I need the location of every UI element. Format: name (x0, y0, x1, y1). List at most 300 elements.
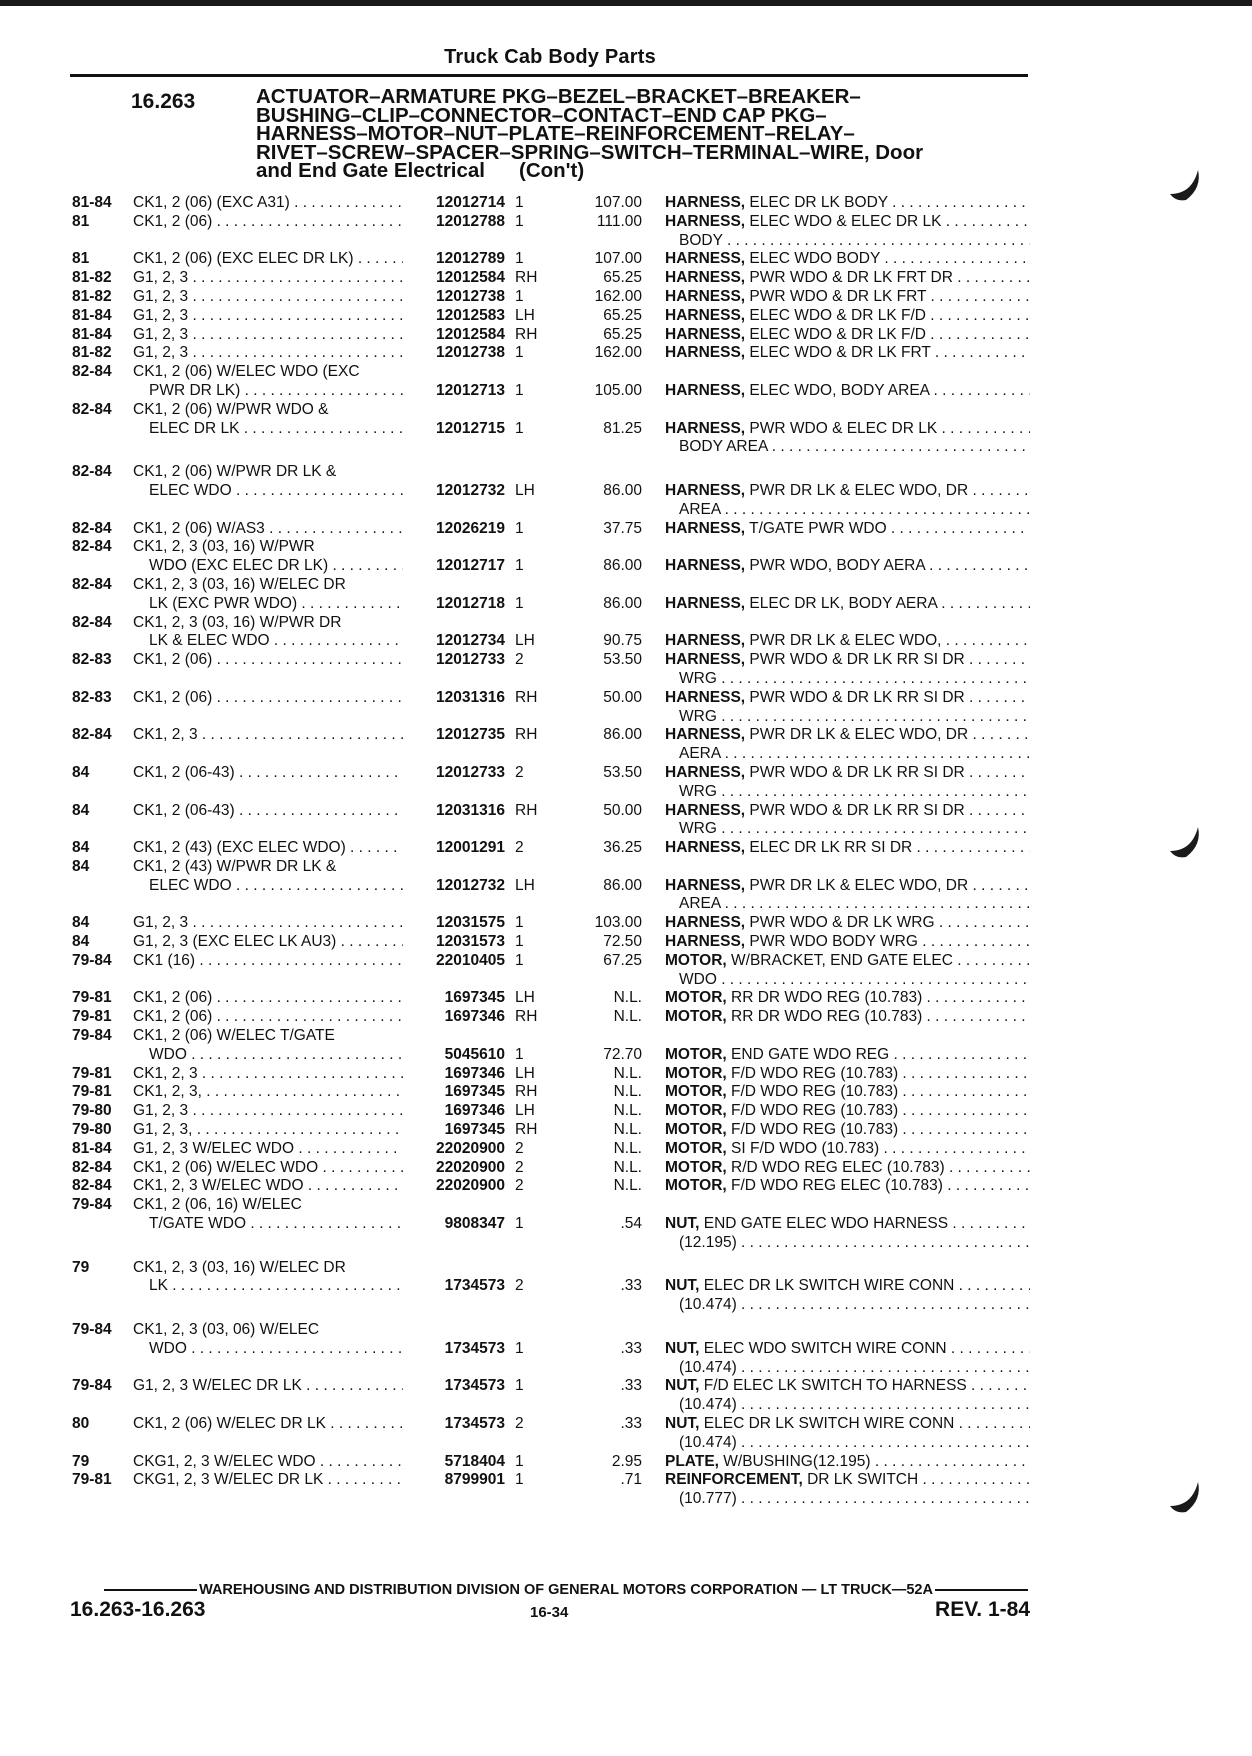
quantity: LH (515, 1102, 535, 1120)
quantity: 1 (515, 914, 524, 932)
model-application: CK1, 2, 3 W/ELEC WDO . . . (133, 1177, 403, 1196)
part-name: MOTOR, (665, 1102, 727, 1120)
table-row (0, 1471, 1252, 1490)
price: 111.00 (596, 212, 642, 230)
model-application: G1, 2, 3, . . . (133, 1121, 403, 1140)
price: N.L. (613, 1139, 642, 1157)
part-name: HARNESS, (665, 726, 746, 744)
binder-hole-mark (1162, 158, 1208, 204)
price: N.L. (613, 1121, 642, 1139)
price: N.L. (613, 989, 642, 1007)
year-range: 81-84 (72, 325, 112, 343)
part-description-text: PWR WDO & DR LK RR SI DR (749, 688, 965, 706)
part-name: MOTOR, (665, 1064, 727, 1082)
part-description (665, 877, 1030, 896)
part-description-text: ELEC DR LK RR SI DR (749, 839, 913, 857)
part-name: MOTOR, (665, 1083, 727, 1101)
table-row (0, 1434, 1252, 1453)
table-row (0, 914, 1252, 933)
year-range: 79-84 (72, 1377, 112, 1395)
part-description-text: PWR WDO & DR LK FRT (749, 287, 927, 305)
part-name: HARNESS, (665, 839, 746, 857)
part-description-text: F/D WDO REG (10.783) (731, 1064, 899, 1082)
year-range: 82-84 (72, 519, 112, 537)
quantity: 2 (515, 1415, 524, 1432)
table-row (0, 501, 1252, 520)
price: 162.00 (594, 344, 642, 362)
model-application: CK1, 2 (06) . . . (133, 989, 403, 1008)
part-name: HARNESS, (665, 325, 746, 343)
price: N.L. (613, 1177, 642, 1195)
year-range: 81 (72, 250, 90, 268)
quantity: 2 (515, 1139, 524, 1157)
price: 2.95 (611, 1452, 642, 1470)
model-application: CKG1, 2, 3 W/ELEC DR LK . . . (133, 1471, 403, 1490)
part-description (665, 1121, 1030, 1140)
price: 67.25 (603, 951, 642, 969)
part-description (665, 914, 1030, 933)
part-number: 12012714 (436, 194, 505, 211)
table-row (0, 1121, 1252, 1140)
table-row (0, 1196, 1252, 1215)
part-description-continued: WRG . . . (665, 820, 1030, 839)
part-number: 12031573 (436, 933, 505, 951)
table-row (0, 557, 1252, 576)
part-name: NUT, (665, 1339, 700, 1357)
part-name: HARNESS, (665, 557, 746, 575)
part-number: 12012733 (436, 651, 505, 669)
year-range: 79-81 (72, 1471, 112, 1489)
part-description-text: PWR WDO & DR LK FRT DR (749, 269, 953, 287)
part-name: REINFORCEMENT, (665, 1471, 803, 1489)
part-description (665, 482, 1030, 501)
model-application-continued: LK & ELEC WDO . . . (133, 632, 403, 651)
table-row (0, 363, 1252, 382)
quantity: 2 (515, 1277, 524, 1295)
table-row (0, 858, 1252, 877)
section-title-line: HARNESS–MOTOR–NUT–PLATE–REINFORCEMENT–RELAY– (256, 122, 855, 145)
table-row (0, 213, 1252, 232)
part-description-continued: (12.195) . . . (665, 1234, 1030, 1253)
quantity: 1 (515, 250, 524, 268)
part-description-text: PWR DR LK & ELEC WDO, (749, 632, 942, 650)
quantity: 1 (515, 951, 524, 969)
part-name: HARNESS, (665, 801, 746, 819)
quantity: 1 (515, 1452, 524, 1470)
section-title-line: BUSHING–CLIP–CONNECTOR–CONTACT–END CAP PKG– (256, 103, 827, 127)
part-description (665, 307, 1030, 326)
price: 50.00 (603, 688, 642, 706)
title-rule (70, 74, 1028, 77)
part-number: 12012715 (436, 419, 505, 437)
part-description-text: W/BRACKET, END GATE ELEC (731, 951, 953, 969)
model-application: CK1, 2 (06) W/ELEC DR LK . . . (133, 1415, 403, 1434)
year-range: 80 (72, 1415, 90, 1432)
part-number: 1697346 (444, 1102, 505, 1120)
table-row (0, 1321, 1252, 1340)
year-range: 82-84 (72, 613, 112, 631)
section-title-line: ACTUATOR–ARMATURE PKG–BEZEL–BRACKET–BREAKER– (256, 85, 861, 108)
year-range: 79-81 (72, 989, 112, 1007)
part-number: 12012713 (436, 381, 505, 399)
model-application: CK1, 2 (06) (EXC ELEC DR LK) . . . (133, 250, 403, 269)
part-description-text: PWR WDO & DR LK WRG (749, 914, 935, 932)
table-row (0, 745, 1252, 764)
year-range: 79-84 (72, 1027, 112, 1045)
part-description-text: ELEC WDO SWITCH WIRE CONN (703, 1339, 947, 1357)
part-description (665, 764, 1030, 783)
quantity: 1 (515, 381, 524, 399)
table-row (0, 1340, 1252, 1359)
part-description-text: W/BUSHING(12.195) (723, 1452, 871, 1470)
model-application: CK1, 2, 3 . . . (133, 726, 403, 745)
binder-hole-mark (1162, 815, 1208, 861)
quantity: 2 (515, 1177, 524, 1195)
table-row (0, 1359, 1252, 1378)
table-row (0, 576, 1252, 595)
part-name: HARNESS, (665, 632, 746, 650)
quantity: LH (515, 306, 535, 324)
model-application-continued: PWR DR LK) . . . (133, 382, 403, 401)
table-row (0, 326, 1252, 345)
price: 65.25 (603, 269, 642, 287)
part-number: 22020900 (436, 1158, 505, 1176)
table-row (0, 1396, 1252, 1415)
part-name: NUT, (665, 1415, 700, 1432)
part-description-continued: AREA . . . (665, 895, 1030, 914)
year-range: 79-81 (72, 1064, 112, 1082)
part-number: 12012584 (436, 269, 505, 287)
model-application: CK1, 2 (43) (EXC ELEC WDO) . . . (133, 839, 403, 858)
part-description (665, 269, 1030, 288)
model-application: G1, 2, 3 W/ELEC DR LK . . . (133, 1377, 403, 1396)
price: 86.00 (603, 481, 642, 499)
year-range: 81-82 (72, 287, 112, 305)
year-range: 79 (72, 1452, 90, 1470)
part-description-text: ELEC DR LK SWITCH WIRE CONN (703, 1415, 955, 1432)
part-description-text: T/GATE PWR WDO (749, 519, 887, 537)
model-application-continued: WDO . . . (133, 1340, 403, 1359)
table-row (0, 802, 1252, 821)
price: 90.75 (603, 632, 642, 650)
price: 37.75 (603, 519, 642, 537)
quantity: RH (515, 1083, 538, 1101)
footer-division-line (102, 1582, 1030, 1598)
part-description (665, 326, 1030, 345)
part-number: 1734573 (444, 1339, 505, 1357)
model-application: G1, 2, 3 . . . (133, 269, 403, 288)
part-description-text: ELEC DR LK SWITCH WIRE CONN (703, 1277, 955, 1295)
part-description (665, 1046, 1030, 1065)
part-description-continued: BODY . . . (665, 232, 1030, 251)
quantity: 1 (515, 594, 524, 612)
part-name: HARNESS, (665, 933, 746, 951)
part-description-text: ELEC WDO & ELEC DR LK (749, 212, 942, 230)
quantity: 1 (515, 287, 524, 305)
price: 53.50 (603, 651, 642, 669)
part-description-text: PWR WDO & DR LK RR SI DR (749, 801, 965, 819)
table-row (0, 783, 1252, 802)
part-number: 22010405 (436, 951, 505, 969)
part-description (665, 1453, 1030, 1472)
price: 86.00 (603, 557, 642, 575)
part-name: HARNESS, (665, 519, 746, 537)
part-name: HARNESS, (665, 381, 746, 399)
table-row (0, 1008, 1252, 1027)
quantity: LH (515, 1064, 535, 1082)
part-number: 12031575 (436, 914, 505, 932)
quantity: 1 (515, 344, 524, 362)
part-description (665, 933, 1030, 952)
part-name: PLATE, (665, 1452, 719, 1470)
part-description-text: END GATE WDO REG (731, 1045, 890, 1063)
part-description (665, 382, 1030, 401)
quantity: 1 (515, 933, 524, 951)
table-row (0, 1259, 1252, 1278)
part-name: MOTOR, (665, 1139, 727, 1157)
year-range: 84 (72, 857, 90, 875)
part-number: 12012738 (436, 287, 505, 305)
part-name: HARNESS, (665, 481, 746, 499)
part-name: HARNESS, (665, 594, 746, 612)
section-number: 16.263 (131, 90, 196, 113)
footer-division-text: WAREHOUSING AND DISTRIBUTION DIVISION OF GENERAL MOTORS CORPORATION — LT TRUCK—52A (199, 1582, 933, 1598)
price: .33 (620, 1415, 642, 1432)
part-description (665, 194, 1030, 213)
part-description (665, 520, 1030, 539)
model-application: CK1, 2 (06) W/ELEC WDO (EXC (133, 363, 360, 381)
part-description (665, 689, 1030, 708)
year-range: 82-84 (72, 538, 112, 556)
part-name: HARNESS, (665, 688, 746, 706)
part-name: MOTOR, (665, 1177, 727, 1195)
part-name: NUT, (665, 1377, 700, 1395)
year-range: 84 (72, 763, 90, 781)
part-number: 12031316 (436, 688, 505, 706)
quantity: RH (515, 1008, 538, 1026)
price: 81.25 (603, 419, 642, 437)
quantity: 2 (515, 651, 524, 669)
price: .33 (620, 1277, 642, 1295)
part-description-continued: WDO . . . (665, 971, 1030, 990)
part-description-continued: (10.474) . . . (665, 1396, 1030, 1415)
part-number: 12012718 (436, 594, 505, 612)
part-description-continued: WRG . . . (665, 708, 1030, 727)
part-description (665, 1377, 1030, 1396)
part-description (665, 651, 1030, 670)
year-range: 79-84 (72, 1321, 112, 1339)
section-title (256, 85, 1016, 182)
part-description (665, 1140, 1030, 1159)
model-application-continued: LK . . . (133, 1277, 403, 1296)
model-application: CK1, 2 (06, 16) W/ELEC (133, 1196, 302, 1214)
table-row (0, 1234, 1252, 1253)
part-number: 12012732 (436, 481, 505, 499)
model-application: CK1, 2 (06) W/ELEC T/GATE (133, 1027, 335, 1045)
part-number: 1734573 (444, 1415, 505, 1432)
part-number: 12012738 (436, 344, 505, 362)
table-row (0, 1377, 1252, 1396)
part-number: 1697346 (444, 1008, 505, 1026)
table-row (0, 933, 1252, 952)
model-application: CK1, 2 (06) . . . (133, 689, 403, 708)
page-title: Truck Cab Body Parts (444, 46, 656, 68)
part-description (665, 250, 1030, 269)
part-description (665, 632, 1030, 651)
binder-hole-mark (1162, 1470, 1208, 1516)
table-row (0, 614, 1252, 633)
part-description-text: SI F/D WDO (10.783) (731, 1139, 880, 1157)
part-name: NUT, (665, 1215, 700, 1233)
part-description (665, 1177, 1030, 1196)
part-description-text: PWR DR LK & ELEC WDO, DR (749, 876, 969, 894)
part-name: NUT, (665, 1277, 700, 1295)
quantity: LH (515, 481, 535, 499)
table-row (0, 595, 1252, 614)
model-application: CK1, 2 (43) W/PWR DR LK & (133, 857, 337, 875)
quantity: RH (515, 325, 538, 343)
table-row (0, 1277, 1252, 1296)
model-application-continued: T/GATE WDO . . . (133, 1215, 403, 1234)
part-number: 12012732 (436, 876, 505, 894)
quantity: LH (515, 876, 535, 894)
year-range: 79-80 (72, 1121, 112, 1139)
table-row (0, 1215, 1252, 1234)
price: 103.00 (594, 914, 642, 932)
table-row (0, 689, 1252, 708)
part-number: 1697345 (444, 1121, 505, 1139)
model-application: G1, 2, 3 . . . (133, 326, 403, 345)
year-range: 79-80 (72, 1102, 112, 1120)
part-description (665, 213, 1030, 232)
part-description-text: F/D WDO REG (10.783) (731, 1102, 899, 1120)
part-number: 12031316 (436, 801, 505, 819)
price: 107.00 (594, 194, 642, 211)
part-description-text: ELEC WDO & DR LK F/D (749, 306, 926, 324)
part-description (665, 802, 1030, 821)
page-number: 16-34 (530, 1604, 569, 1621)
part-name: MOTOR, (665, 989, 727, 1007)
model-application: CK1, 2 (06-43) . . . (133, 802, 403, 821)
part-name: HARNESS, (665, 651, 746, 669)
table-row (0, 344, 1252, 363)
year-range: 82-84 (72, 575, 112, 593)
price: 72.50 (603, 933, 642, 951)
price: .33 (620, 1339, 642, 1357)
model-application: G1, 2, 3 (EXC ELEC LK AU3) . . . (133, 933, 403, 952)
model-application-continued: ELEC DR LK . . . (133, 420, 403, 439)
year-range: 82-84 (72, 726, 112, 744)
part-number: 12012734 (436, 632, 505, 650)
footer-rule-left (104, 1589, 197, 1591)
part-description (665, 1415, 1030, 1434)
price: N.L. (613, 1008, 642, 1026)
price: N.L. (613, 1158, 642, 1176)
table-row (0, 1065, 1252, 1084)
table-row (0, 1102, 1252, 1121)
part-description-text: PWR WDO, BODY AERA (749, 557, 925, 575)
part-name: HARNESS, (665, 306, 746, 324)
revision-label: REV. 1-84 (935, 1598, 1030, 1621)
model-application-continued: ELEC WDO . . . (133, 482, 403, 501)
page-top-edge (0, 0, 1252, 6)
part-description (665, 989, 1030, 1008)
part-description (665, 420, 1030, 439)
price: 53.50 (603, 763, 642, 781)
model-application: CK1, 2, 3 (03, 06) W/ELEC (133, 1321, 320, 1339)
part-description-text: RR DR WDO REG (10.783) (731, 1008, 923, 1026)
part-description (665, 1471, 1030, 1490)
part-number: 5045610 (444, 1045, 505, 1063)
part-description-text: R/D WDO REG ELEC (10.783) (731, 1158, 945, 1176)
model-application-continued: ELEC WDO . . . (133, 877, 403, 896)
model-application: CK1, 2 (06) (EXC A31) . . . (133, 194, 403, 213)
table-row (0, 538, 1252, 557)
year-range: 84 (72, 914, 90, 932)
table-row (0, 764, 1252, 783)
quantity: RH (515, 1121, 538, 1139)
part-name: HARNESS, (665, 212, 746, 230)
part-description-text: END GATE ELEC WDO HARNESS (703, 1215, 949, 1233)
part-description-continued: (10.474) . . . (665, 1359, 1030, 1378)
table-row (0, 726, 1252, 745)
model-application: CK1, 2 (06) . . . (133, 1008, 403, 1027)
quantity: 2 (515, 763, 524, 781)
part-description-text: ELEC DR LK, BODY AERA (749, 594, 937, 612)
model-application: G1, 2, 3 . . . (133, 1102, 403, 1121)
model-application: CK1, 2 (06) W/AS3 . . . (133, 520, 403, 539)
model-application: G1, 2, 3 . . . (133, 914, 403, 933)
price: .33 (620, 1377, 642, 1395)
price: 50.00 (603, 801, 642, 819)
model-application: CK1, 2 (06) . . . (133, 213, 403, 232)
table-row (0, 520, 1252, 539)
part-number: 12012733 (436, 763, 505, 781)
part-description-text: DR LK SWITCH (807, 1471, 919, 1489)
model-application: G1, 2, 3 . . . (133, 307, 403, 326)
part-number: 12001291 (436, 839, 505, 857)
part-number: 12012717 (436, 557, 505, 575)
part-name: HARNESS, (665, 876, 746, 894)
part-number: 1697345 (444, 1083, 505, 1101)
model-application: CK1, 2 (06-43) . . . (133, 764, 403, 783)
part-description-text: ELEC WDO BODY (749, 250, 881, 268)
table-row (0, 1083, 1252, 1102)
quantity: 1 (515, 519, 524, 537)
quantity: 1 (515, 419, 524, 437)
section-title-line: RIVET–SCREW–SPACER–SPRING–SWITCH–TERMINAL–WIRE, Door (256, 140, 924, 164)
table-row (0, 632, 1252, 651)
part-description-text: ELEC DR LK BODY (749, 194, 888, 211)
price: 86.00 (603, 594, 642, 612)
year-range: 82-84 (72, 363, 112, 381)
model-application: CKG1, 2, 3 W/ELEC WDO . . . (133, 1453, 403, 1472)
table-row (0, 877, 1252, 896)
table-row (0, 250, 1252, 269)
model-application: CK1, 2 (06) W/PWR WDO & (133, 400, 329, 418)
price: .54 (620, 1215, 642, 1233)
table-row (0, 895, 1252, 914)
table-row (0, 1415, 1252, 1434)
part-name: MOTOR, (665, 951, 727, 969)
table-row (0, 1027, 1252, 1046)
part-description-text: PWR WDO & ELEC DR LK (749, 419, 938, 437)
part-name: MOTOR, (665, 1158, 727, 1176)
part-description (665, 1008, 1030, 1027)
table-row (0, 1159, 1252, 1178)
table-row (0, 382, 1252, 401)
part-number: 8799901 (444, 1471, 505, 1489)
